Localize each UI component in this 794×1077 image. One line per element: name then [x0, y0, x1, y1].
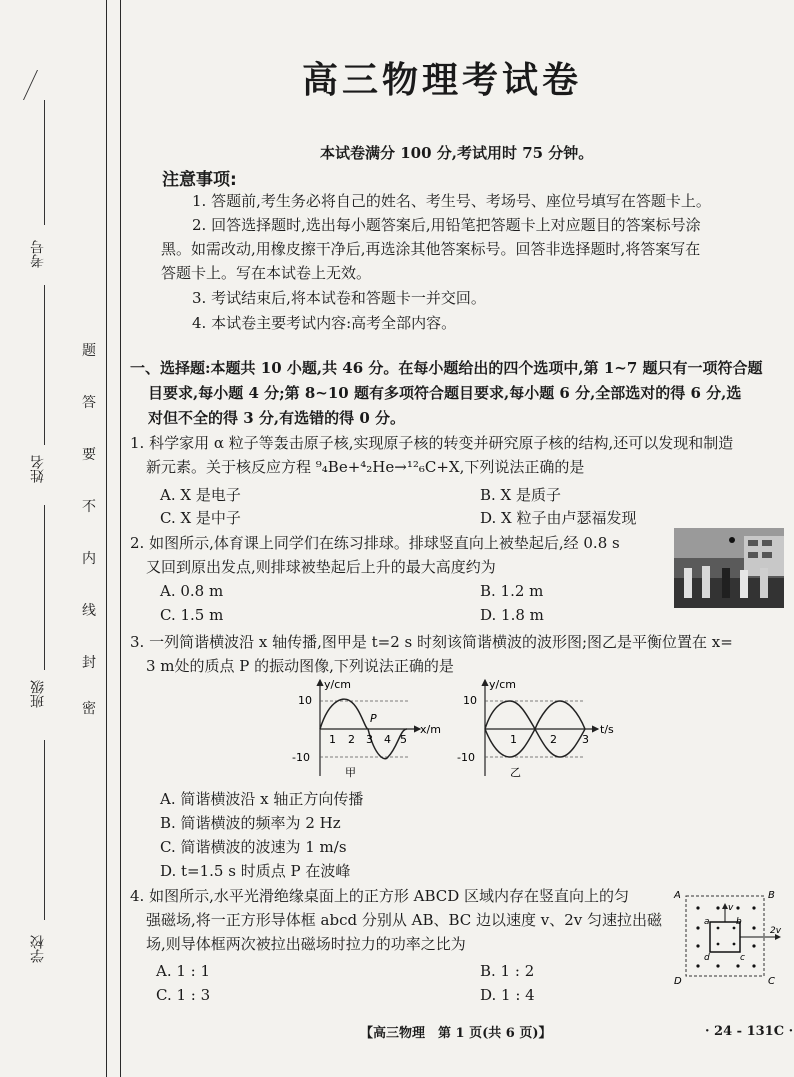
label-B: B: [768, 890, 775, 901]
x-tick: 3: [582, 733, 589, 746]
label-2v: 2v: [770, 926, 782, 936]
x-tick: 1: [510, 733, 517, 746]
field-label-class: 班级: [30, 680, 46, 708]
wave-graph-jia: [280, 672, 450, 787]
y-tick: 10: [298, 694, 312, 707]
q3-option-d[interactable]: D. t=1.5 s 时质点 P 在波峰: [160, 862, 351, 880]
binding-line-outer: [106, 0, 107, 1077]
q4-option-b[interactable]: B. 1 : 2: [480, 962, 535, 980]
question-3-stem: 3 m处的质点 P 的振动图像,下列说法正确的是: [146, 657, 454, 675]
label-D: D: [674, 976, 682, 987]
q3-option-a[interactable]: A. 简谐横波沿 x 轴正方向传播: [160, 790, 364, 808]
label-d: d: [704, 953, 710, 963]
label-C: C: [768, 976, 775, 987]
notice-item: 3. 考试结束后,将本试卷和答题卡一并交回。: [192, 289, 486, 307]
x-label: x/m: [420, 723, 441, 736]
seal-char: 不: [82, 499, 96, 515]
section-instructions: 目要求,每小题 4 分;第 8~10 题有多项符合题目要求,每小题 6 分,全部选对的得 6 分,选: [148, 384, 742, 402]
q1-option-b[interactable]: B. X 是质子: [480, 486, 562, 504]
q1-option-c[interactable]: C. X 是中子: [160, 509, 241, 527]
seal-char: 题: [82, 343, 96, 359]
fill-line[interactable]: [44, 100, 45, 225]
binding-line-inner: [120, 0, 121, 1077]
field-label-school: 学校: [30, 935, 46, 963]
label-A: A: [674, 890, 681, 901]
y-tick: 10: [463, 694, 477, 707]
q3-option-b[interactable]: B. 简谐横波的频率为 2 Hz: [160, 814, 341, 832]
question-2-stem: 2. 如图所示,体育课上同学们在练习排球。排球竖直向上被垫起后,经 0.8 s: [130, 534, 620, 552]
label-v: v: [728, 903, 734, 913]
q3-option-c[interactable]: C. 简谐横波的波速为 1 m/s: [160, 838, 347, 856]
seal-char: 内: [82, 551, 96, 567]
field-label-exam-no: 考号: [30, 240, 46, 268]
y-label: y/cm: [489, 678, 516, 691]
vibration-graph-yi: [440, 672, 630, 787]
notice-item: 1. 答题前,考生务必将自己的姓名、考生号、考场号、座位号填写在答题卡上。: [192, 192, 711, 210]
question-4-stem: 强磁场,将一正方形导体框 abcd 分别从 AB、BC 边以速度 v、2v 匀速拉出磁: [146, 911, 663, 929]
label-b: b: [736, 917, 742, 927]
q4-option-a[interactable]: A. 1 : 1: [156, 962, 211, 980]
fill-line[interactable]: [44, 740, 45, 920]
question-3-stem: 3. 一列简谐横波沿 x 轴传播,图甲是 t=2 s 时刻该简谐横波的波形图;图乙是平衡位置在 x=: [130, 633, 733, 651]
fill-line[interactable]: [44, 505, 45, 670]
q4-option-c[interactable]: C. 1 : 3: [156, 986, 211, 1004]
notice-item: 2. 回答选择题时,选出每小题答案后,用铅笔把答题卡上对应题目的答案标号涂: [192, 216, 701, 234]
fill-line[interactable]: [44, 285, 45, 445]
seal-char: 线: [82, 603, 96, 619]
x-tick: 2: [550, 733, 557, 746]
seal-char: 密: [82, 701, 96, 717]
notice-heading: 注意事项:: [162, 170, 237, 190]
x-tick: 2: [348, 733, 355, 746]
seal-char: 答: [82, 395, 96, 411]
page-title: 高三物理考试卷: [301, 60, 582, 101]
x-tick: 3: [366, 733, 373, 746]
seal-char: 封: [82, 655, 96, 671]
y-label: y/cm: [324, 678, 351, 691]
y-tick: -10: [292, 751, 310, 764]
paper-code: · 24 - 131C ·: [705, 1024, 794, 1039]
seal-char: 要: [82, 447, 96, 463]
q4-option-d[interactable]: D. 1 : 4: [480, 986, 535, 1004]
section-instructions: 一、选择题:本题共 10 小题,共 46 分。在每小题给出的四个选项中,第 1~7 题只有一项符合题: [130, 359, 763, 377]
q2-option-b[interactable]: B. 1.2 m: [480, 582, 544, 600]
field-label-name: 姓名: [30, 455, 46, 483]
question-1-stem: 1. 科学家用 α 粒子等轰击原子核,实现原子核的转变并研究原子核的结构,还可以发现和制造: [130, 434, 734, 452]
page-footer: 【高三物理 第 1 页(共 6 页)】: [360, 1026, 552, 1041]
volleyball-photo: [674, 528, 784, 608]
graph-caption: 乙: [510, 766, 521, 779]
notice-item: 黑。如需改动,用橡皮擦干净后,再选涂其他答案标号。回答非选择题时,将答案写在: [161, 240, 701, 258]
exam-info: 本试卷满分 100 分,考试用时 75 分钟。: [320, 144, 594, 162]
q2-option-a[interactable]: A. 0.8 m: [160, 582, 224, 600]
graph-caption: 甲: [345, 766, 356, 779]
question-4-stem: 4. 如图所示,水平光滑绝缘桌面上的正方形 ABCD 区域内存在竖直向上的匀: [130, 887, 630, 905]
q1-option-d[interactable]: D. X 粒子由卢瑟福发现: [480, 509, 637, 527]
magnetic-field-figure: [670, 884, 788, 988]
q2-option-c[interactable]: C. 1.5 m: [160, 606, 224, 624]
section-instructions: 对但不全的得 3 分,有选错的得 0 分。: [148, 409, 405, 427]
notice-item: 4. 本试卷主要考试内容:高考全部内容。: [192, 314, 457, 332]
x-tick: 1: [329, 733, 336, 746]
label-a: a: [704, 917, 710, 927]
label-c: c: [740, 953, 745, 963]
q1-option-a[interactable]: A. X 是电子: [160, 486, 241, 504]
point-label: P: [370, 712, 377, 725]
q2-option-d[interactable]: D. 1.8 m: [480, 606, 544, 624]
x-tick: 5: [400, 733, 407, 746]
y-tick: -10: [457, 751, 475, 764]
question-2-stem: 又回到原出发点,则排球被垫起后上升的最大高度约为: [146, 558, 496, 576]
x-tick: 4: [384, 733, 391, 746]
x-label: t/s: [600, 723, 614, 736]
question-4-stem: 场,则导体框两次被拉出磁场时拉力的功率之比为: [146, 935, 466, 953]
question-1-stem: 新元素。关于核反应方程 ⁹₄Be+⁴₂He→¹²₆C+X,下列说法正确的是: [146, 458, 585, 476]
notice-item: 答题卡上。写在本试卷上无效。: [161, 264, 372, 282]
